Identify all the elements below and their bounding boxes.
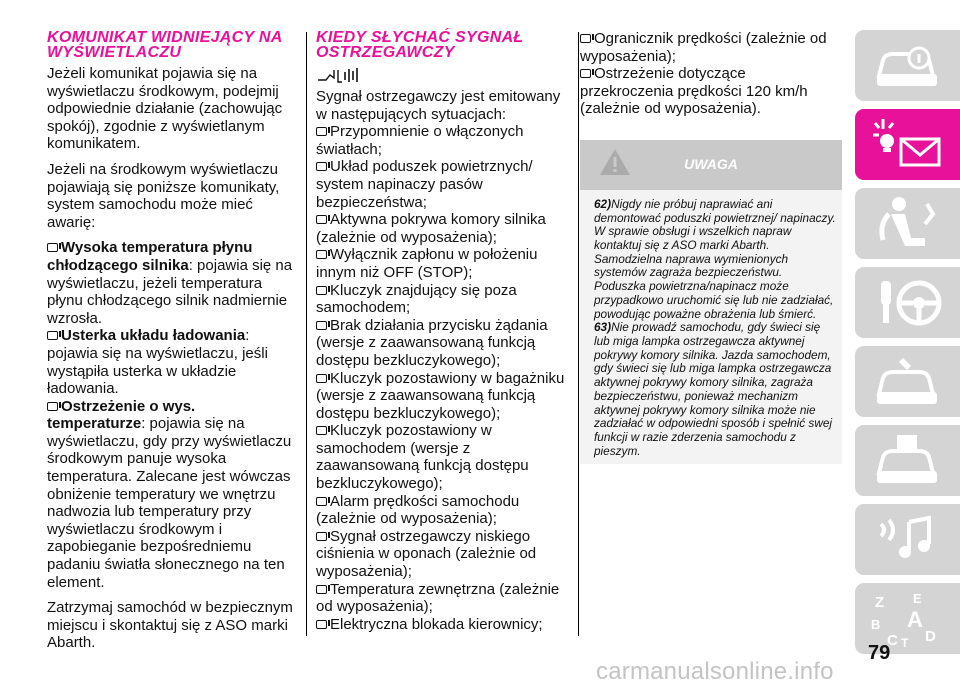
chapter-tabs [855, 30, 960, 662]
index-letter: Z [875, 594, 885, 611]
list-item [47, 239, 297, 327]
bullet-icon [316, 162, 327, 171]
list-item: Alarm prędkości samochodu (zależnie od wyposażenia); [316, 492, 520, 528]
list-item: Ogranicznik prędkości (zależnie od wyposażenia); [580, 30, 827, 65]
bullet-icon [316, 585, 327, 594]
bullet-icon [316, 374, 327, 383]
tab-maintenance[interactable] [855, 346, 960, 417]
item-text: : pojawia się na wyświetlaczu, gdy przy wyświetlaczu środkowym panuje wysoka temperatura. Zalecane jest wówczas obniżenie temperatury we wnętrzu nadwozia lub temperatury przy wyświetlaczu środkowym i zapobieganie bezpośredniemu padaniu światła słonecznego na ten element. [47, 415, 292, 591]
bullet-icon [316, 321, 327, 330]
bullet-icon [47, 243, 58, 252]
bullet-icon [47, 402, 58, 411]
tab-safety[interactable] [855, 188, 960, 259]
bullet-icon [316, 620, 327, 629]
list-item: Brak działania przycisku żądania (wersje z zaawansowaną funkcją dostępu bezkluczykowego); [316, 316, 548, 369]
section-heading-warning-sound: KIEDY SŁYCHAĆ SYGNAŁ OSTRZEGAWCZY [316, 29, 524, 61]
list-item: Kluczyk znajdujący się poza samochodem; [316, 281, 517, 317]
list-item: Wyłącznik zapłonu w położeniu innym niż OFF (STOP); [316, 246, 538, 281]
bullet-icon [316, 215, 327, 224]
multimedia-icon [869, 510, 949, 570]
warning-entry: 62)Nigdy nie próbuj naprawiać ani demontować poduszki powietrznej/ napinaczy. W sprawie obsługi i wszelkich napraw kontaktuj się z ASO marki Abarth. Samodzielna naprawa wymienionych systemów zagraża bezpieczeństwu. Poduszka powietrzna/napinacz może przypadkowo uruchomić się lub nie zadziałać, powodując poważne obrażenia lub śmierć. [594, 196, 836, 321]
item-bold: Usterka układu ładowania [61, 327, 246, 345]
index-letter: T [901, 636, 909, 650]
index-letter: A [907, 607, 923, 632]
item-text: : pojawia się na wyświetlaczu, jeżeli temperatura płynu chłodzącego silnik nadmiernie wzrosła. [47, 256, 293, 327]
column-divider [306, 32, 307, 636]
car-maintenance-icon [869, 352, 949, 412]
index-letter: E [913, 591, 922, 606]
index-letter: C [887, 632, 898, 649]
section-heading-display-message: KOMUNIKAT WIDNIEJĄCY NA WYŚWIETLACZU [47, 29, 283, 61]
list-item [47, 327, 297, 397]
list-item: Sygnał ostrzegawczy niskiego ciśnienia w oponach (zależnie od wyposażenia); [316, 527, 537, 581]
warning-light-message-icon [869, 115, 949, 175]
warning-entry: 63)Nie prowadź samochodu, gdy świeci się lub miga lampka ostrzegawcza aktywnej pokrywy komory silnika. Jazda samochodem, gdy świeci się lub miga lampka ostrzegawcza aktywnej pokrywy komory silnika, zagraża bezpieczeństwu, ponieważ mechanizm aktywnej pokrywy komory silnika może nie zadziałać w odpowiedni sposób i spełnić swej funkcji w razie zderzenia samochodu z pieszym. [594, 320, 833, 458]
item-bold: Ostrzeżenie o wys. temperaturze [47, 397, 196, 433]
index-letter: B [871, 617, 881, 632]
tab-starting-driving[interactable] [855, 267, 960, 338]
bullet-icon [316, 286, 327, 295]
index-letter: D [925, 628, 936, 645]
bullet-icon [316, 250, 327, 259]
car-info-icon [869, 36, 949, 96]
bullet-icon [316, 532, 327, 541]
tab-technical-data[interactable] [855, 425, 960, 496]
paragraph: Jeżeli komunikat pojawia się na wyświetlaczu środkowym, podejmij odpowiednie działanie (zachowując spokój), zgodnie z wyświetlanym komunikatem. [47, 65, 283, 153]
paragraph: Sygnał ostrzegawczy jest emitowany w następujących sytuacjach: [316, 88, 561, 123]
column-1 [47, 30, 297, 660]
tab-car-info[interactable] [855, 30, 960, 101]
item-text: : pojawia się na wyświetlaczu, jeśli wystąpiła usterka w układzie ładowania. [47, 327, 268, 398]
list-item: Aktywna pokrywa komory silnika (zależnie od wyposażenia); [316, 211, 546, 246]
list-item: Układ poduszek powietrznych/ system napinaczy pasów bezpieczeństwa; [316, 158, 533, 211]
list-item [47, 398, 297, 592]
tab-multimedia[interactable] [855, 504, 960, 575]
seat-safety-icon [869, 194, 949, 254]
column-divider [578, 32, 579, 636]
column-3 [580, 30, 842, 464]
page-number: 79 [868, 642, 891, 664]
bullet-icon [47, 331, 58, 340]
tab-warning-lights[interactable] [855, 109, 960, 180]
bullet-icon [580, 69, 591, 78]
warning-title: UWAGA [684, 155, 738, 172]
item-bold: Wysoka temperatura płynu chłodzącego silnika [47, 239, 253, 274]
list-item: Kluczyk pozostawiony w samochodem (wersje z zaawansowaną funkcją dostępu bezkluczykowego); [316, 422, 529, 493]
watermark: carmanualsonline.info [596, 658, 834, 685]
column-2 [316, 30, 571, 633]
paragraph: Zatrzymaj samochód w bezpiecznym miejscu i skontaktuj się z ASO marki Abarth. [47, 599, 293, 652]
list-item: Ostrzeżenie dotyczące przekroczenia prędkości 120 km/h (zależnie od wyposażenia). [580, 65, 808, 118]
warning-header [580, 140, 842, 190]
car-data-icon [869, 431, 949, 491]
bullet-icon [316, 127, 327, 136]
hand-ear-sound-icon [316, 66, 571, 84]
bullet-icon [316, 497, 327, 506]
list-item: Przypomnienie o włączonych światłach; [316, 123, 524, 158]
list-item: Kluczyk pozostawiony w bagażniku (wersje z zaawansowaną funkcją dostępu bezkluczykowego); [316, 369, 565, 422]
list-item: Temperatura zewnętrzna (zależnie od wyposażenia); [316, 580, 560, 616]
bullet-icon [580, 34, 591, 43]
list-item: Elektryczna blokada kierownicy; [316, 616, 571, 634]
bullet-icon [316, 426, 327, 435]
key-steering-wheel-icon [869, 273, 949, 333]
warning-body [580, 190, 842, 464]
paragraph: Jeżeli na środkowym wyświetlaczu pojawiają się poniższe komunikaty, system samochodu może mieć awarię: [47, 160, 280, 231]
warning-box [580, 140, 842, 464]
